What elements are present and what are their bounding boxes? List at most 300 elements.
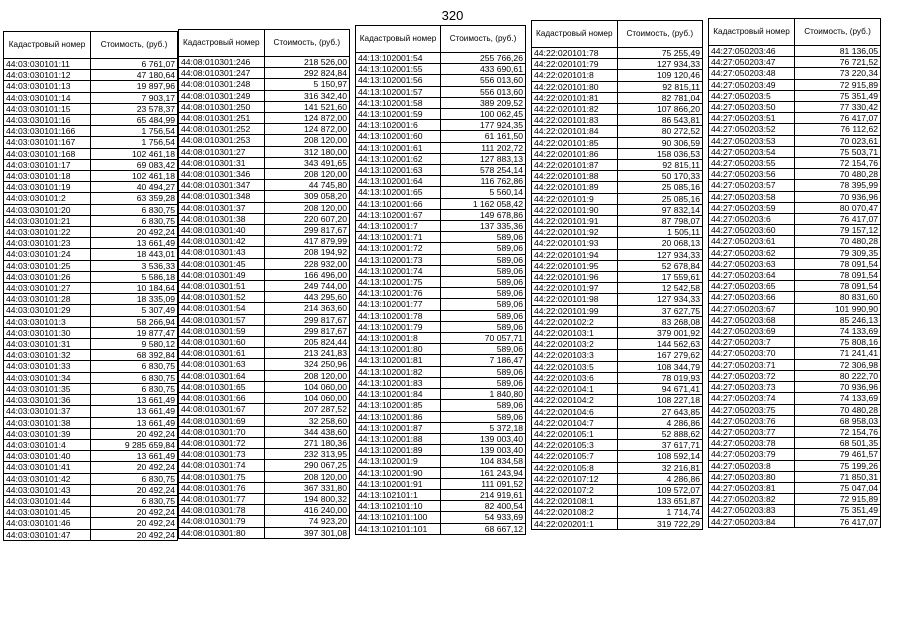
table-row xyxy=(4,507,178,518)
cost-cell: 299 817,67 xyxy=(264,325,350,336)
cost-cell: 19 877,47 xyxy=(91,327,178,338)
cadastral-number-cell: 44:22:020101:79 xyxy=(532,59,618,70)
table-row xyxy=(4,339,178,350)
table-row xyxy=(709,236,881,247)
cadastral-number-cell: 44:27:050203:7 xyxy=(709,337,795,348)
table-row xyxy=(179,348,350,359)
table-row xyxy=(4,316,178,327)
cadastral-number-cell: 44:22:020101:99 xyxy=(532,305,618,316)
cost-cell: 4 286,86 xyxy=(617,473,703,484)
table-row xyxy=(4,238,178,249)
cadastral-number-cell: 44:27:050203:53 xyxy=(709,135,795,146)
cadastral-number-cell: 44:22:020101:82 xyxy=(532,104,618,115)
table-row xyxy=(356,221,526,232)
cost-cell: 416 240,00 xyxy=(264,505,350,516)
cadastral-number-cell: 44:13:102001:64 xyxy=(356,176,441,187)
cadastral-number-cell: 44:03:030101:166 xyxy=(4,126,91,137)
cost-cell: 111 202,72 xyxy=(441,142,526,153)
cost-cell: 208 194,92 xyxy=(264,247,350,258)
table-row xyxy=(4,70,178,81)
table-row xyxy=(179,303,350,314)
cost-cell: 101 990,90 xyxy=(795,303,881,314)
cost-cell: 6 830,75 xyxy=(91,215,178,226)
table-row xyxy=(532,115,703,126)
table-row xyxy=(356,109,526,120)
cost-cell: 292 824,84 xyxy=(264,68,350,79)
cadastral-table-5 xyxy=(708,18,881,528)
cost-cell: 127 934,33 xyxy=(617,59,703,70)
cadastral-number-cell: 44:22:020101:83 xyxy=(532,115,618,126)
table-row xyxy=(4,484,178,495)
cost-cell: 72 154,76 xyxy=(795,158,881,169)
cost-cell: 72 154,76 xyxy=(795,426,881,437)
cadastral-number-cell: 44:27:050203:64 xyxy=(709,270,795,281)
header-cost: Стоимость, (руб.) xyxy=(617,21,703,48)
cadastral-number-cell: 44:27:050203:8 xyxy=(709,460,795,471)
table-row xyxy=(709,102,881,113)
cadastral-number-cell: 44:13:102001:73 xyxy=(356,254,441,265)
cadastral-number-cell: 44:03:030101:40 xyxy=(4,451,91,462)
table-row xyxy=(709,516,881,527)
table-row xyxy=(709,314,881,325)
table-row xyxy=(4,428,178,439)
cadastral-number-cell: 44:03:030101:47 xyxy=(4,529,91,540)
cadastral-number-cell: 44:08:010301:348 xyxy=(179,191,265,202)
table-row xyxy=(179,404,350,415)
cost-cell: 80 272,52 xyxy=(617,126,703,137)
table-row xyxy=(532,204,703,215)
cost-cell: 108 227,18 xyxy=(617,395,703,406)
table-row xyxy=(4,103,178,114)
cost-cell: 77 330,42 xyxy=(795,102,881,113)
table-row xyxy=(179,460,350,471)
cadastral-number-cell: 44:13:102001:9 xyxy=(356,456,441,467)
table-row xyxy=(709,258,881,269)
table-row xyxy=(179,325,350,336)
table-row xyxy=(532,518,703,529)
table-row xyxy=(179,281,350,292)
cadastral-number-cell: 44:22:020101:89 xyxy=(532,182,618,193)
cost-cell: 109 120,46 xyxy=(617,70,703,81)
cadastral-number-cell: 44:27:050203:61 xyxy=(709,236,795,247)
cadastral-number-cell: 44:22:020101:98 xyxy=(532,294,618,305)
cost-cell: 72 915,89 xyxy=(795,494,881,505)
cost-cell: 70 936,96 xyxy=(795,382,881,393)
table-row xyxy=(356,333,526,344)
cost-cell: 83 268,08 xyxy=(617,316,703,327)
cadastral-number-cell: 44:08:010301:246 xyxy=(179,57,265,68)
cadastral-number-cell: 44:03:030101:46 xyxy=(4,518,91,529)
cost-cell: 1 162 058,42 xyxy=(441,198,526,209)
table-row xyxy=(179,101,350,112)
table-row xyxy=(179,505,350,516)
header-cost: Стоимость, (руб.) xyxy=(264,30,350,57)
cost-cell: 73 220,34 xyxy=(795,68,881,79)
cadastral-number-cell: 44:03:030101:30 xyxy=(4,327,91,338)
cost-cell: 107 866,20 xyxy=(617,104,703,115)
cadastral-number-cell: 44:27:050203:49 xyxy=(709,79,795,90)
cadastral-number-cell: 44:08:010301:250 xyxy=(179,101,265,112)
cost-cell: 309 058,20 xyxy=(264,191,350,202)
cost-cell: 589,06 xyxy=(441,411,526,422)
cadastral-number-cell: 44:22:020107:12 xyxy=(532,473,618,484)
cadastral-number-cell: 44:13:102001:67 xyxy=(356,209,441,220)
cadastral-number-cell: 44:22:020101:88 xyxy=(532,171,618,182)
table-row xyxy=(356,277,526,288)
table-header-row xyxy=(709,19,881,46)
table-row xyxy=(709,460,881,471)
cost-cell: 94 671,41 xyxy=(617,384,703,395)
cadastral-number-cell: 44:03:030101:32 xyxy=(4,350,91,361)
cost-cell: 589,06 xyxy=(441,254,526,265)
cost-cell: 75 199,26 xyxy=(795,460,881,471)
cost-cell: 87 798,07 xyxy=(617,216,703,227)
cadastral-number-cell: 44:22:020104:7 xyxy=(532,417,618,428)
cost-cell: 433 690,61 xyxy=(441,64,526,75)
cadastral-number-cell: 44:13:102001:86 xyxy=(356,411,441,422)
cadastral-number-cell: 44:22:020101:78 xyxy=(532,48,618,59)
cost-cell: 75 503,71 xyxy=(795,146,881,157)
cadastral-number-cell: 44:08:010301:27 xyxy=(179,146,265,157)
table-row xyxy=(4,260,178,271)
cost-cell: 589,06 xyxy=(441,400,526,411)
cost-cell: 589,06 xyxy=(441,299,526,310)
cost-cell: 27 643,85 xyxy=(617,406,703,417)
cost-cell: 85 246,13 xyxy=(795,314,881,325)
cadastral-number-cell: 44:03:030101:16 xyxy=(4,115,91,126)
cost-cell: 208 120,00 xyxy=(264,202,350,213)
cadastral-number-cell: 44:27:050203:81 xyxy=(709,482,795,493)
table-row xyxy=(709,337,881,348)
cost-cell: 70 480,28 xyxy=(795,169,881,180)
table-row xyxy=(4,59,178,70)
table-row xyxy=(709,359,881,370)
cadastral-number-cell: 44:08:010301:72 xyxy=(179,437,265,448)
table-row xyxy=(179,337,350,348)
cost-cell: 116 762,86 xyxy=(441,176,526,187)
cadastral-number-cell: 44:13:102001:84 xyxy=(356,389,441,400)
cost-cell: 68 958,03 xyxy=(795,415,881,426)
cost-cell: 40 494,27 xyxy=(91,182,178,193)
table-row xyxy=(532,182,703,193)
cadastral-number-cell: 44:27:050203:47 xyxy=(709,57,795,68)
table-row xyxy=(356,243,526,254)
table-row xyxy=(356,288,526,299)
cadastral-number-cell: 44:27:050203:67 xyxy=(709,303,795,314)
cost-cell: 214 919,61 xyxy=(441,489,526,500)
table-row xyxy=(532,238,703,249)
table-row xyxy=(4,182,178,193)
cost-cell: 299 817,67 xyxy=(264,225,350,236)
cost-cell: 79 461,57 xyxy=(795,449,881,460)
cost-cell: 214 363,60 xyxy=(264,303,350,314)
cost-cell: 4 286,86 xyxy=(617,417,703,428)
table-row xyxy=(709,135,881,146)
table-row xyxy=(709,415,881,426)
cost-cell: 70 480,28 xyxy=(795,236,881,247)
table-row xyxy=(709,202,881,213)
cost-cell: 19 897,96 xyxy=(91,81,178,92)
cadastral-number-cell: 44:08:010301:37 xyxy=(179,202,265,213)
header-cadastral-number: Кадастровый номер xyxy=(532,21,618,48)
cost-cell: 13 661,49 xyxy=(91,395,178,406)
cost-cell: 20 492,24 xyxy=(91,484,178,495)
cadastral-number-cell: 44:03:030101:29 xyxy=(4,305,91,316)
cost-cell: 78 091,54 xyxy=(795,258,881,269)
table-row xyxy=(179,359,350,370)
cost-cell: 1 840,80 xyxy=(441,389,526,400)
cadastral-number-cell: 44:27:050203:51 xyxy=(709,113,795,124)
table-row xyxy=(709,113,881,124)
table-row xyxy=(709,426,881,437)
cadastral-number-cell: 44:08:010301:69 xyxy=(179,415,265,426)
table-row xyxy=(709,281,881,292)
cost-cell: 127 934,33 xyxy=(617,249,703,260)
table-row xyxy=(709,494,881,505)
table-row xyxy=(179,157,350,168)
cadastral-number-cell: 44:03:030101:19 xyxy=(4,182,91,193)
table-row xyxy=(4,383,178,394)
cadastral-number-cell: 44:03:030101:35 xyxy=(4,383,91,394)
cadastral-number-cell: 44:22:020102:2 xyxy=(532,316,618,327)
table-row xyxy=(532,126,703,137)
cost-cell: 343 491,65 xyxy=(264,157,350,168)
cadastral-number-cell: 44:22:020108:2 xyxy=(532,507,618,518)
table-row xyxy=(709,214,881,225)
table-row xyxy=(4,451,178,462)
cadastral-number-cell: 44:03:030101:42 xyxy=(4,473,91,484)
cost-cell: 397 301,08 xyxy=(264,527,350,538)
cadastral-number-cell: 44:08:010301:65 xyxy=(179,381,265,392)
table-row xyxy=(709,90,881,101)
cost-cell: 589,06 xyxy=(441,288,526,299)
cadastral-number-cell: 44:03:030101:24 xyxy=(4,249,91,260)
cost-cell: 80 831,60 xyxy=(795,292,881,303)
cadastral-number-cell: 44:03:030101:27 xyxy=(4,283,91,294)
table-row xyxy=(179,269,350,280)
cadastral-number-cell: 44:03:030101:2 xyxy=(4,193,91,204)
cadastral-number-cell: 44:13:102001:71 xyxy=(356,232,441,243)
cost-cell: 367 331,80 xyxy=(264,482,350,493)
cost-cell: 76 721,52 xyxy=(795,57,881,68)
cost-cell: 80 070,47 xyxy=(795,202,881,213)
table-row xyxy=(4,171,178,182)
cadastral-number-cell: 44:03:030101:23 xyxy=(4,238,91,249)
cadastral-number-cell: 44:03:030101:22 xyxy=(4,227,91,238)
cadastral-number-cell: 44:13:102001:75 xyxy=(356,277,441,288)
cadastral-number-cell: 44:27:050203:56 xyxy=(709,169,795,180)
cost-cell: 71 241,41 xyxy=(795,348,881,359)
table-row xyxy=(356,344,526,355)
cadastral-number-cell: 44:27:050203:66 xyxy=(709,292,795,303)
cost-cell: 589,06 xyxy=(441,321,526,332)
table-row xyxy=(179,213,350,224)
cadastral-number-cell: 44:22:020101:93 xyxy=(532,238,618,249)
cadastral-number-cell: 44:27:050203:80 xyxy=(709,471,795,482)
cadastral-number-cell: 44:27:050203:6 xyxy=(709,214,795,225)
cost-cell: 70 057,71 xyxy=(441,333,526,344)
table-row xyxy=(356,53,526,64)
cost-cell: 290 067,25 xyxy=(264,460,350,471)
table-row xyxy=(179,191,350,202)
cadastral-number-cell: 44:27:050203:68 xyxy=(709,314,795,325)
cadastral-number-cell: 44:03:030101:15 xyxy=(4,103,91,114)
cadastral-number-cell: 44:08:010301:59 xyxy=(179,325,265,336)
cost-cell: 177 924,35 xyxy=(441,120,526,131)
cost-cell: 589,06 xyxy=(441,232,526,243)
cost-cell: 1 505,11 xyxy=(617,227,703,238)
table-row xyxy=(356,187,526,198)
table-row xyxy=(4,495,178,506)
cadastral-number-cell: 44:13:102001:79 xyxy=(356,321,441,332)
table-row xyxy=(356,97,526,108)
cadastral-number-cell: 44:22:020105:3 xyxy=(532,440,618,451)
table-row xyxy=(709,292,881,303)
cadastral-number-cell: 44:27:050203:78 xyxy=(709,438,795,449)
cost-cell: 589,06 xyxy=(441,243,526,254)
cost-cell: 20 492,24 xyxy=(91,507,178,518)
table-row xyxy=(709,471,881,482)
cadastral-number-cell: 44:08:010301:251 xyxy=(179,113,265,124)
cost-cell: 76 417,07 xyxy=(795,516,881,527)
header-cadastral-number: Кадастровый номер xyxy=(356,26,441,53)
cost-cell: 207 287,52 xyxy=(264,404,350,415)
table-row xyxy=(709,225,881,236)
cadastral-number-cell: 44:13:102001:55 xyxy=(356,64,441,75)
table-row xyxy=(532,462,703,473)
table-row xyxy=(4,193,178,204)
cadastral-number-cell: 44:22:020103:1 xyxy=(532,328,618,339)
cost-cell: 78 019,93 xyxy=(617,372,703,383)
cadastral-number-cell: 44:13:102001:57 xyxy=(356,86,441,97)
cost-cell: 589,06 xyxy=(441,277,526,288)
cost-cell: 220 607,20 xyxy=(264,213,350,224)
cost-cell: 79 157,12 xyxy=(795,225,881,236)
cadastral-number-cell: 44:13:102001:85 xyxy=(356,400,441,411)
cost-cell: 208 120,00 xyxy=(264,169,350,180)
table-row xyxy=(709,438,881,449)
cost-cell: 108 344,79 xyxy=(617,361,703,372)
cost-cell: 208 120,00 xyxy=(264,370,350,381)
cost-cell: 5 307,49 xyxy=(91,305,178,316)
cadastral-table-2 xyxy=(178,29,350,539)
table-row xyxy=(4,283,178,294)
cost-cell: 23 578,37 xyxy=(91,103,178,114)
cadastral-number-cell: 44:27:050203:54 xyxy=(709,146,795,157)
cadastral-number-cell: 44:08:010301:70 xyxy=(179,426,265,437)
cadastral-number-cell: 44:08:010301:75 xyxy=(179,471,265,482)
cost-cell: 104 060,00 xyxy=(264,393,350,404)
cadastral-table-4 xyxy=(531,20,703,530)
table-row xyxy=(709,124,881,135)
cadastral-number-cell: 44:13:102001:88 xyxy=(356,433,441,444)
table-row xyxy=(179,393,350,404)
cadastral-number-cell: 44:08:010301:346 xyxy=(179,169,265,180)
table-row xyxy=(4,81,178,92)
cadastral-number-cell: 44:22:020104:2 xyxy=(532,395,618,406)
cadastral-number-cell: 44:08:010301:51 xyxy=(179,281,265,292)
cadastral-number-cell: 44:03:030101:17 xyxy=(4,159,91,170)
table-row xyxy=(532,417,703,428)
cadastral-number-cell: 44:03:030101:37 xyxy=(4,406,91,417)
cadastral-number-cell: 44:03:030101:34 xyxy=(4,372,91,383)
cadastral-number-cell: 44:03:030101:13 xyxy=(4,81,91,92)
cost-cell: 144 562,63 xyxy=(617,339,703,350)
cost-cell: 65 484,99 xyxy=(91,115,178,126)
cadastral-number-cell: 44:03:030101:20 xyxy=(4,204,91,215)
cost-cell: 18 335,09 xyxy=(91,294,178,305)
table-row xyxy=(709,348,881,359)
table-row xyxy=(709,79,881,90)
cadastral-number-cell: 44:27:050203:62 xyxy=(709,247,795,258)
cost-cell: 32 216,81 xyxy=(617,462,703,473)
table-row xyxy=(356,198,526,209)
cost-cell: 9 580,12 xyxy=(91,339,178,350)
cost-cell: 81 136,05 xyxy=(795,46,881,57)
table-row xyxy=(356,310,526,321)
cost-cell: 20 492,24 xyxy=(91,518,178,529)
page-number: 320 xyxy=(441,8,464,23)
cost-cell: 324 250,96 xyxy=(264,359,350,370)
cadastral-number-cell: 44:22:020101:81 xyxy=(532,92,618,103)
table-row xyxy=(709,326,881,337)
table-row xyxy=(532,496,703,507)
cost-cell: 139 003,40 xyxy=(441,433,526,444)
table-row xyxy=(709,404,881,415)
cost-cell: 78 395,99 xyxy=(795,180,881,191)
cadastral-number-cell: 44:27:050203:5 xyxy=(709,90,795,101)
cost-cell: 299 817,67 xyxy=(264,314,350,325)
cost-cell: 109 572,07 xyxy=(617,484,703,495)
table-row xyxy=(179,493,350,504)
cost-cell: 137 335,36 xyxy=(441,221,526,232)
cadastral-number-cell: 44:27:050203:84 xyxy=(709,516,795,527)
table-row xyxy=(356,389,526,400)
table-row xyxy=(532,440,703,451)
cost-cell: 92 815,11 xyxy=(617,160,703,171)
table-row xyxy=(709,46,881,57)
cost-cell: 249 744,00 xyxy=(264,281,350,292)
cadastral-number-cell: 44:08:010301:249 xyxy=(179,90,265,101)
cadastral-number-cell: 44:22:020101:80 xyxy=(532,81,618,92)
cost-cell: 379 001,92 xyxy=(617,328,703,339)
cadastral-number-cell: 44:13:102001:59 xyxy=(356,109,441,120)
cadastral-number-cell: 44:08:010301:76 xyxy=(179,482,265,493)
cadastral-number-cell: 44:13:102101:1 xyxy=(356,489,441,500)
cost-cell: 63 359,28 xyxy=(91,193,178,204)
cadastral-number-cell: 44:03:030101:21 xyxy=(4,215,91,226)
cadastral-number-cell: 44:22:020101:92 xyxy=(532,227,618,238)
cost-cell: 319 722,29 xyxy=(617,518,703,529)
cost-cell: 5 372,18 xyxy=(441,422,526,433)
cost-cell: 141 521,60 xyxy=(264,101,350,112)
cost-cell: 70 480,28 xyxy=(795,404,881,415)
table-row xyxy=(356,433,526,444)
table-row xyxy=(179,437,350,448)
table-row xyxy=(356,321,526,332)
cadastral-number-cell: 44:27:050203:69 xyxy=(709,326,795,337)
cost-cell: 1 714,74 xyxy=(617,507,703,518)
cadastral-number-cell: 44:03:030101:11 xyxy=(4,59,91,70)
cost-cell: 108 592,14 xyxy=(617,451,703,462)
table-row xyxy=(532,171,703,182)
table-row xyxy=(532,451,703,462)
table-row xyxy=(532,305,703,316)
cost-cell: 58 266,94 xyxy=(91,316,178,327)
cadastral-number-cell: 44:13:102001:61 xyxy=(356,142,441,153)
cadastral-number-cell: 44:22:020107:2 xyxy=(532,484,618,495)
cadastral-number-cell: 44:08:010301:79 xyxy=(179,516,265,527)
